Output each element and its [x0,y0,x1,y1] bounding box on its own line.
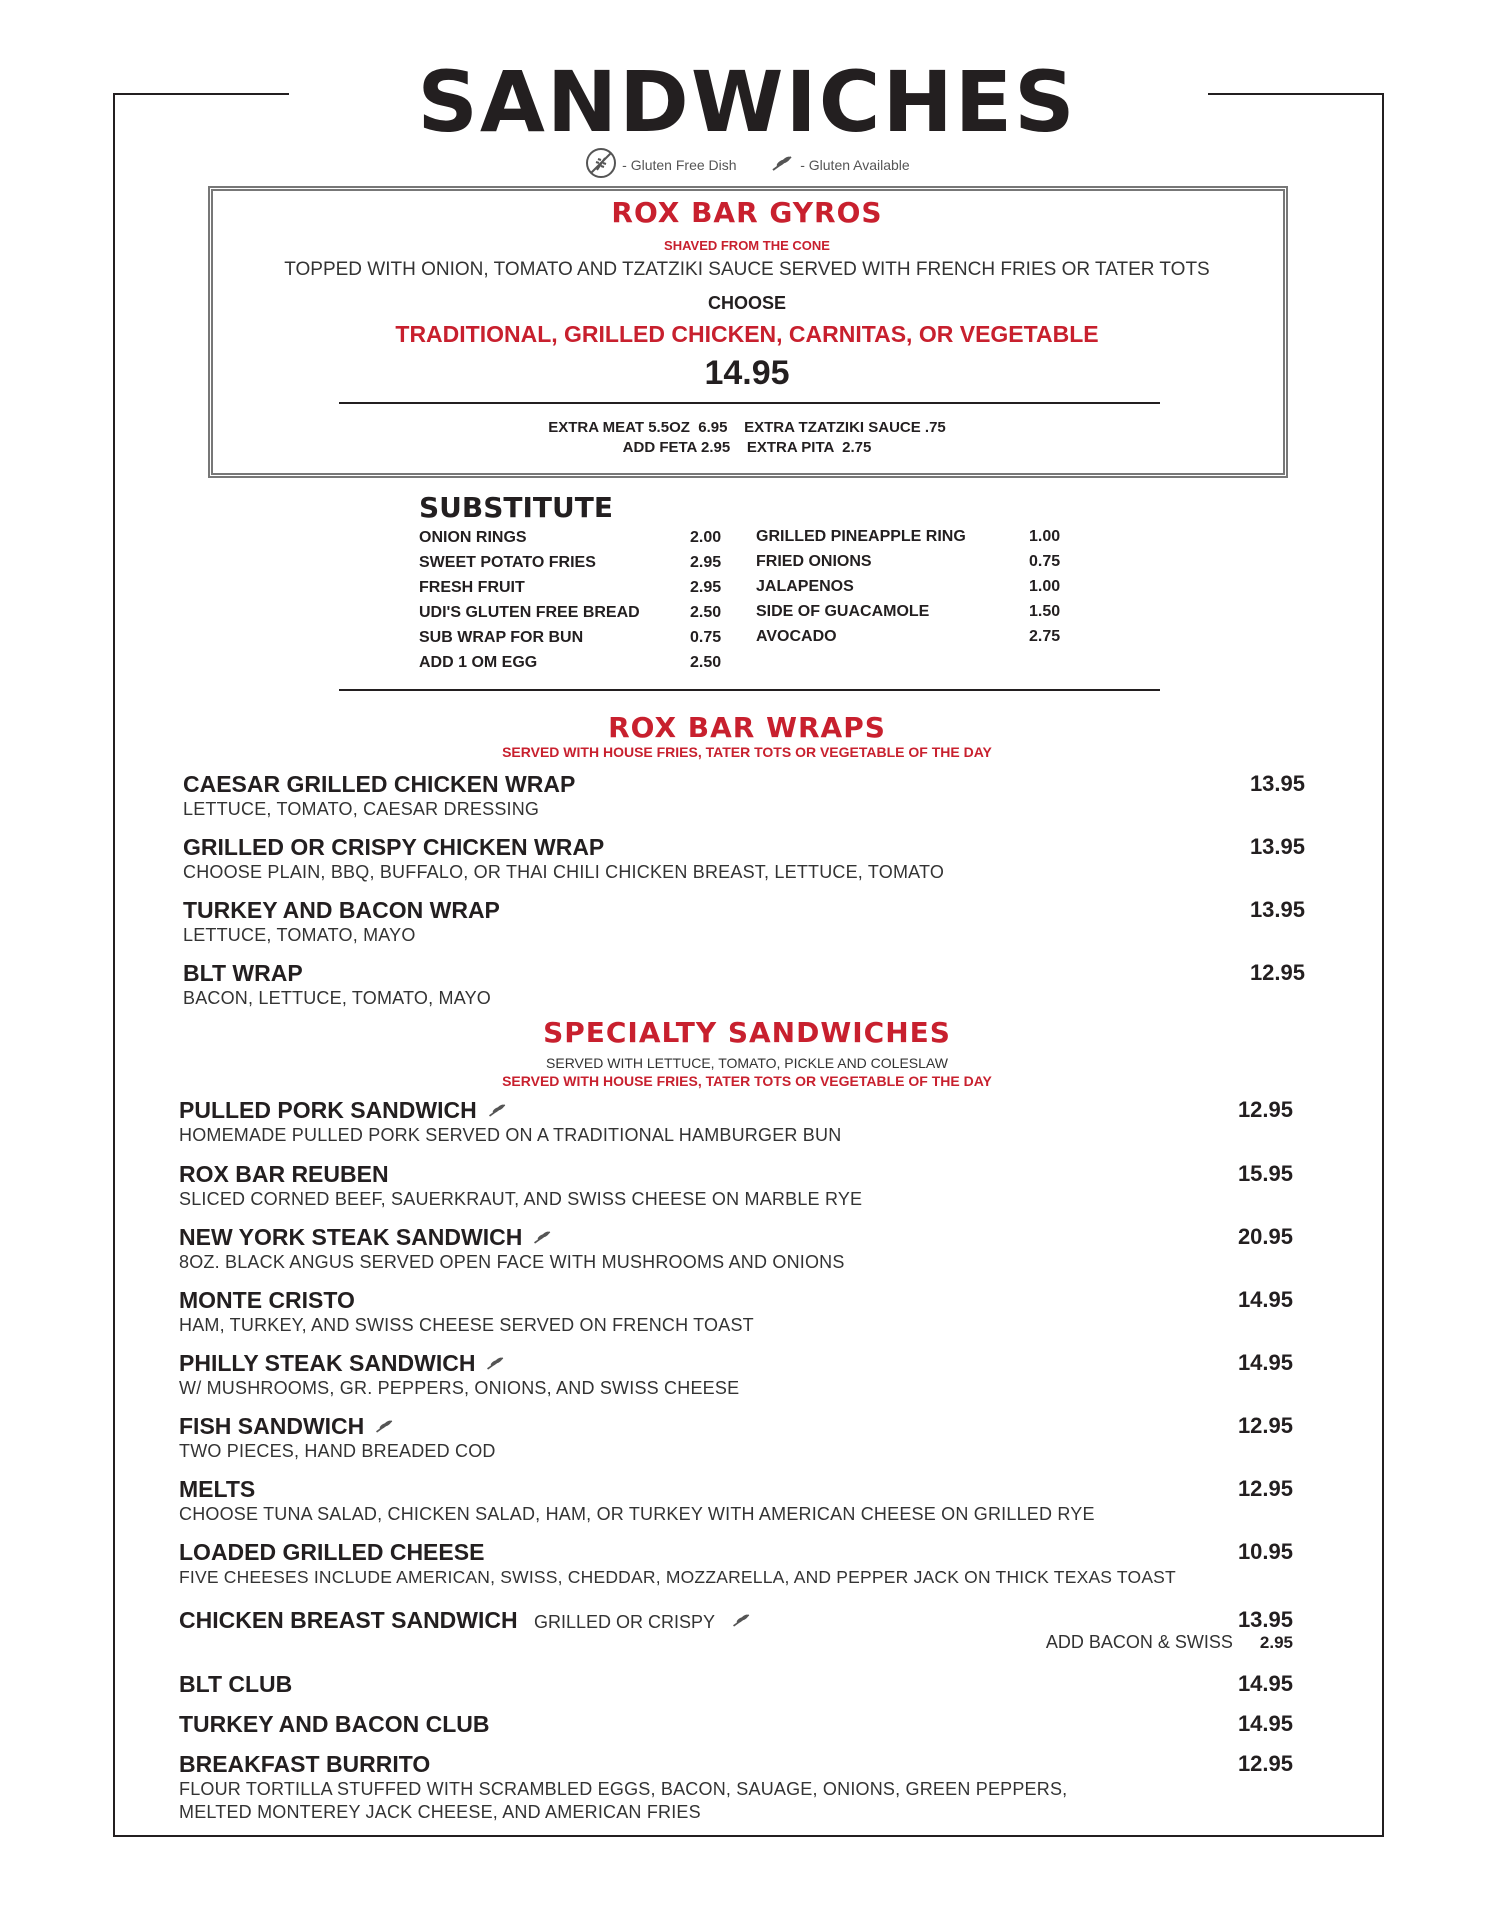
substitute-price: 1.00 [1029,528,1061,545]
specialty-item-name: PHILLY STEAK SANDWICH [179,1350,507,1378]
wheat-icon [485,1351,507,1378]
specialty-item-price: 14.95 [1237,1350,1293,1375]
specialty-item-desc: CHOOSE TUNA SALAD, CHICKEN SALAD, HAM, OR TURKEY WITH AMERICAN CHEESE ON GRILLED RYE [179,1504,1095,1524]
wrap-item-desc: LETTUCE, TOMATO, CAESAR DRESSING [183,799,540,819]
specialty-item-price: 10.95 [1237,1539,1293,1564]
specialty-item-name: MONTE CRISTO [179,1287,355,1313]
substitute-divider [339,689,1160,691]
wrap-item-price: 13.95 [1249,834,1305,859]
blt-club-name: BLT CLUB [179,1671,293,1697]
specialty-item-desc: W/ MUSHROOMS, GR. PEPPERS, ONIONS, AND SWISS CHEESE [179,1378,740,1398]
specialty-item-name: MELTS [179,1476,256,1502]
burrito-price: 12.95 [1237,1751,1293,1776]
gyros-divider [339,402,1160,404]
specialty-subtitle1: SERVED WITH LETTUCE, TOMATO, PICKLE AND COLESLAW [546,1055,948,1071]
substitute-item: AVOCADO [756,628,837,645]
gyros-extras-line1: EXTRA MEAT 5.5OZ 6.95 EXTRA TZATZIKI SAUCE .75 [548,419,946,436]
specialty-item-desc: 8OZ. BLACK ANGUS SERVED OPEN FACE WITH MUSHROOMS AND ONIONS [179,1252,845,1272]
specialty-item-desc: SLICED CORNED BEEF, SAUERKRAUT, AND SWISS CHEESE ON MARBLE RYE [179,1189,863,1209]
addon-label: ADD BACON & SWISS [1045,1632,1233,1652]
wraps-subtitle: SERVED WITH HOUSE FRIES, TATER TOTS OR VEGETABLE OF THE DAY [502,744,992,760]
specialty-item-price: 12.95 [1237,1097,1293,1122]
specialty-item-desc: TWO PIECES, HAND BREADED COD [179,1441,496,1461]
specialty-title: SPECIALTY SANDWICHES [543,1016,951,1049]
gluten-free-icon [584,146,618,183]
substitute-price: 0.75 [690,629,722,646]
specialty-item-name: NEW YORK STEAK SANDWICH [179,1224,554,1252]
specialty-subtitle2: SERVED WITH HOUSE FRIES, TATER TOTS OR VEGETABLE OF THE DAY [502,1073,992,1089]
specialty-item-name: ROX BAR REUBEN [179,1161,389,1187]
wrap-item-price: 13.95 [1249,771,1305,796]
wrap-item-price: 13.95 [1249,897,1305,922]
frame-bottom [113,1835,1384,1837]
gyros-extras-line2: ADD FETA 2.95 EXTRA PITA 2.75 [622,439,872,456]
wheat-icon [770,153,796,176]
wrap-item-desc: LETTUCE, TOMATO, MAYO [183,925,416,945]
gyros-choices: TRADITIONAL, GRILLED CHICKEN, CARNITAS, OR VEGETABLE [395,321,1099,347]
wrap-item-name: TURKEY AND BACON WRAP [183,897,500,923]
gyros-price: 14.95 [704,354,790,392]
turkey-club-name: TURKEY AND BACON CLUB [179,1711,490,1737]
specialty-item-name: PULLED PORK SANDWICH [179,1097,509,1125]
turkey-club-price: 14.95 [1237,1711,1293,1736]
wrap-item-desc: CHOOSE PLAIN, BBQ, BUFFALO, OR THAI CHILI CHICKEN BREAST, LETTUCE, TOMATO [183,862,945,882]
chicken-breast-price: 13.95 [1237,1607,1293,1632]
specialty-item-desc: HAM, TURKEY, AND SWISS CHEESE SERVED ON FRENCH TOAST [179,1315,754,1335]
substitute-item: ADD 1 OM EGG [419,654,538,671]
specialty-item-price: 14.95 [1237,1287,1293,1312]
addon-price: 2.95 [1259,1633,1293,1652]
substitute-price: 2.50 [690,604,722,621]
substitute-price: 2.50 [690,654,722,671]
gluten-available-label: - Gluten Available [800,156,910,173]
specialty-item-desc: HOMEMADE PULLED PORK SERVED ON A TRADITIONAL HAMBURGER BUN [179,1125,842,1145]
wrap-item-name: GRILLED OR CRISPY CHICKEN WRAP [183,834,605,860]
gyros-subtitle: SHAVED FROM THE CONE [664,238,830,253]
substitute-price: 0.75 [1029,553,1061,570]
chicken-breast-addon [940,1632,1293,1653]
chicken-breast-option: GRILLED OR CRISPY [534,1612,716,1632]
substitute-item: FRIED ONIONS [756,553,872,570]
wheat-icon [487,1098,509,1125]
page-title: SANDWICHES [417,53,1077,151]
substitute-item: GRILLED PINEAPPLE RING [756,528,966,545]
substitute-item: SWEET POTATO FRIES [419,554,596,571]
substitute-price: 2.00 [690,529,722,546]
burrito-desc-line1: FLOUR TORTILLA STUFFED WITH SCRAMBLED EGGS, BACON, SAUAGE, ONIONS, GREEN PEPPERS, [179,1779,1068,1799]
wraps-title: ROX BAR WRAPS [608,711,886,744]
substitute-item: SIDE OF GUACAMOLE [756,603,930,620]
wheat-icon [532,1225,554,1252]
burrito-desc-line2: MELTED MONTEREY JACK CHEESE, AND AMERICAN FRIES [179,1802,701,1822]
wrap-item-price: 12.95 [1249,960,1305,985]
legend [0,146,1494,183]
substitute-price: 2.95 [690,554,722,571]
substitute-price: 1.50 [1029,603,1061,620]
specialty-item-price: 15.95 [1237,1161,1293,1186]
substitute-item: JALAPENOS [756,578,854,595]
gyros-description: TOPPED WITH ONION, TOMATO AND TZATZIKI SAUCE SERVED WITH FRENCH FRIES OR TATER TOTS [284,259,1210,280]
specialty-item-name: LOADED GRILLED CHEESE [179,1539,485,1565]
wrap-item-desc: BACON, LETTUCE, TOMATO, MAYO [183,988,491,1008]
wrap-item-name: BLT WRAP [183,960,303,986]
blt-club-price: 14.95 [1237,1671,1293,1696]
specialty-item-price: 20.95 [1237,1224,1293,1249]
specialty-item-price: 12.95 [1237,1476,1293,1501]
substitute-title: SUBSTITUTE [419,491,613,524]
substitute-price: 2.95 [690,579,722,596]
wrap-item-name: CAESAR GRILLED CHICKEN WRAP [183,771,576,797]
gyros-choose-label: CHOOSE [707,293,786,313]
substitute-item: SUB WRAP FOR BUN [419,629,584,646]
gyros-title: ROX BAR GYROS [611,196,883,229]
substitute-price: 1.00 [1029,578,1061,595]
wheat-icon [731,1608,753,1635]
substitute-item: ONION RINGS [419,529,527,546]
burrito-name: BREAKFAST BURRITO [179,1751,431,1777]
substitute-item: UDI'S GLUTEN FREE BREAD [419,604,640,621]
wheat-icon [374,1414,396,1441]
specialty-item-name: FISH SANDWICH [179,1413,396,1441]
substitute-item: FRESH FRUIT [419,579,525,596]
specialty-item-desc: FIVE CHEESES INCLUDE AMERICAN, SWISS, CHEDDAR, MOZZARELLA, AND PEPPER JACK ON THICK TEXAS TOAST [179,1567,1176,1587]
chicken-breast-name: CHICKEN BREAST SANDWICH GRILLED OR CRISPY [179,1607,753,1635]
gluten-free-label: - Gluten Free Dish [622,156,737,173]
specialty-item-price: 12.95 [1237,1413,1293,1438]
substitute-price: 2.75 [1029,628,1061,645]
